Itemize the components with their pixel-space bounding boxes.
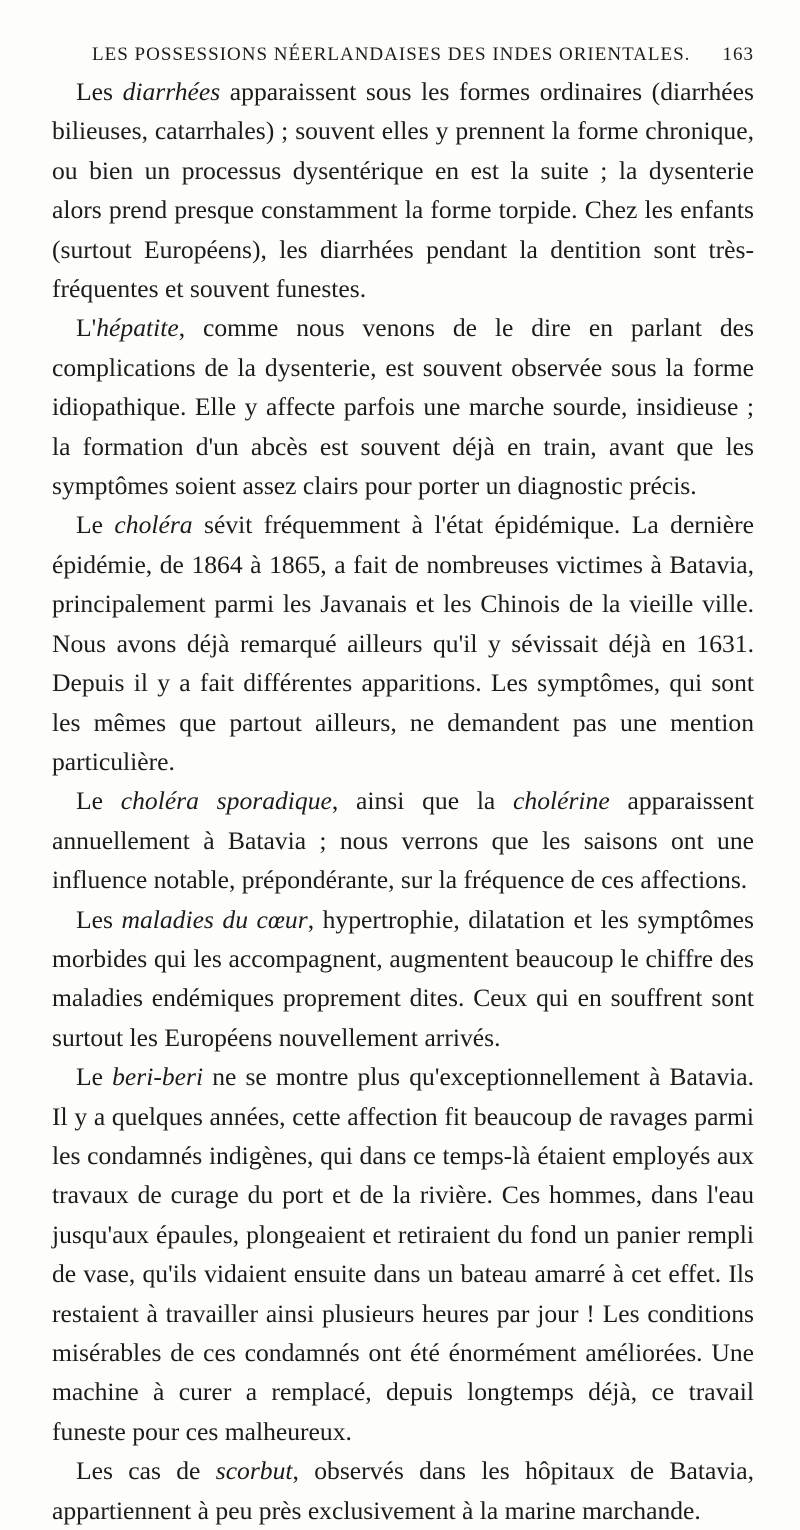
paragraph-rest: sévit fréquemment à l'état épidémique. La dernière épidémie, de 1864 à 1865, a fait de nombreuses victimes à Batavia, principalement parmi les Javanais et les Chinois de la vieille ville. Nous avons déjà remarqué ailleurs qu'il y sévissait déjà en 1631. Depuis il y a fait différentes apparitions. Les symptômes, qui sont les mêmes que partout ailleurs, ne demandent pas une mention particulière. [52, 510, 754, 776]
paragraph-rest: , hypertrophie, dilatation et les symptômes morbides qui les accompagnent, augmentent beaucoup le chiffre des maladies endémiques proprement dites. Ceux qui en souffrent sont surtout les Européens nouvellement arrivés. [52, 904, 754, 1052]
paragraph-lead: Les [76, 77, 123, 106]
italic-term: cholérine [513, 786, 610, 816]
paragraph-lead: Les [76, 904, 122, 934]
italic-term: choléra [114, 510, 193, 540]
italic-term: maladies du cœur [121, 904, 308, 934]
italic-term: choléra sporadique [120, 786, 332, 816]
paragraph-cholera [52, 505, 754, 781]
paragraph-rest: , comme nous venons de le dire en parlant des complications de la dysenterie, est souvent observée sous la forme idiopathique. Elle y affecte parfois une marche sourde, insidieuse ; la formation d'un abcès est souvent déjà en train, avant que les symptômes soient assez clairs pour porter un diagnostic précis. [52, 313, 754, 501]
paragraph-diarrhees [52, 72, 754, 308]
paragraph-hepatite [52, 308, 754, 505]
paragraph-lead: Le [76, 1062, 113, 1092]
paragraph-beri-beri [52, 1057, 754, 1451]
italic-term: diarrhées [122, 77, 221, 106]
paragraph-lead: Les cas de [76, 1456, 216, 1486]
paragraph-lead: Le [76, 786, 121, 816]
paragraph-mid: , ainsi que la [331, 786, 514, 816]
paragraph-lead: L' [76, 313, 97, 343]
running-head [52, 44, 754, 66]
paragraph-rest: apparaissent sous les formes ordinaires (diarrhées bilieuses, catarrhales) ; souvent elles y prennent la forme chronique, ou bien un processus dysentérique en est la suite ; la dysenterie alors prend presque constamment la forme torpide. Chez les enfants (surtout Européens), les diarrhées pendant la dentition sont très-fréquentes et souvent funestes. [52, 77, 754, 304]
paragraph-scorbut [52, 1451, 754, 1530]
body-text [52, 72, 754, 1530]
page-number: 163 [722, 44, 754, 65]
paragraph-rest: ne se montre plus qu'exceptionnellement à Batavia. Il y a quelques années, cette affection fit beaucoup de ravages parmi les condamnés indigènes, qui dans ce temps-là étaient employés aux travaux de curage du port et de la rivière. Ces hommes, dans l'eau jusqu'aux épaules, plongeaient et retiraient du fond un panier rempli de vase, qu'ils vidaient ensuite dans un bateau amarré à cet effet. Ils restaient à travailler ainsi plusieurs heures par jour ! Les conditions misérables de ces condamnés ont été énormément améliorées. Une machine à curer a remplacé, depuis longtemps déjà, ce travail funeste pour ces malheureux. [52, 1062, 754, 1446]
italic-term: hépatite [96, 313, 179, 343]
italic-term: scorbut [215, 1456, 293, 1486]
paragraph-maladies-coeur [52, 900, 754, 1058]
running-title: LES POSSESSIONS NÉERLANDAISES DES INDES ORIENTALES. [92, 44, 691, 65]
paragraph-cholera-sporadique [52, 781, 754, 899]
paragraph-lead: Le [76, 510, 115, 540]
paragraph-rest: apparaissent annuellement à Batavia ; nous verrons que les saisons ont une influence notable, prépondérante, sur la fréquence de ces affections. [52, 786, 754, 895]
italic-term: beri-beri [112, 1062, 204, 1092]
paragraph-rest: , observés dans les hôpitaux de Batavia, appartiennent à peu près exclusivement à la marine marchande. [52, 1456, 754, 1525]
